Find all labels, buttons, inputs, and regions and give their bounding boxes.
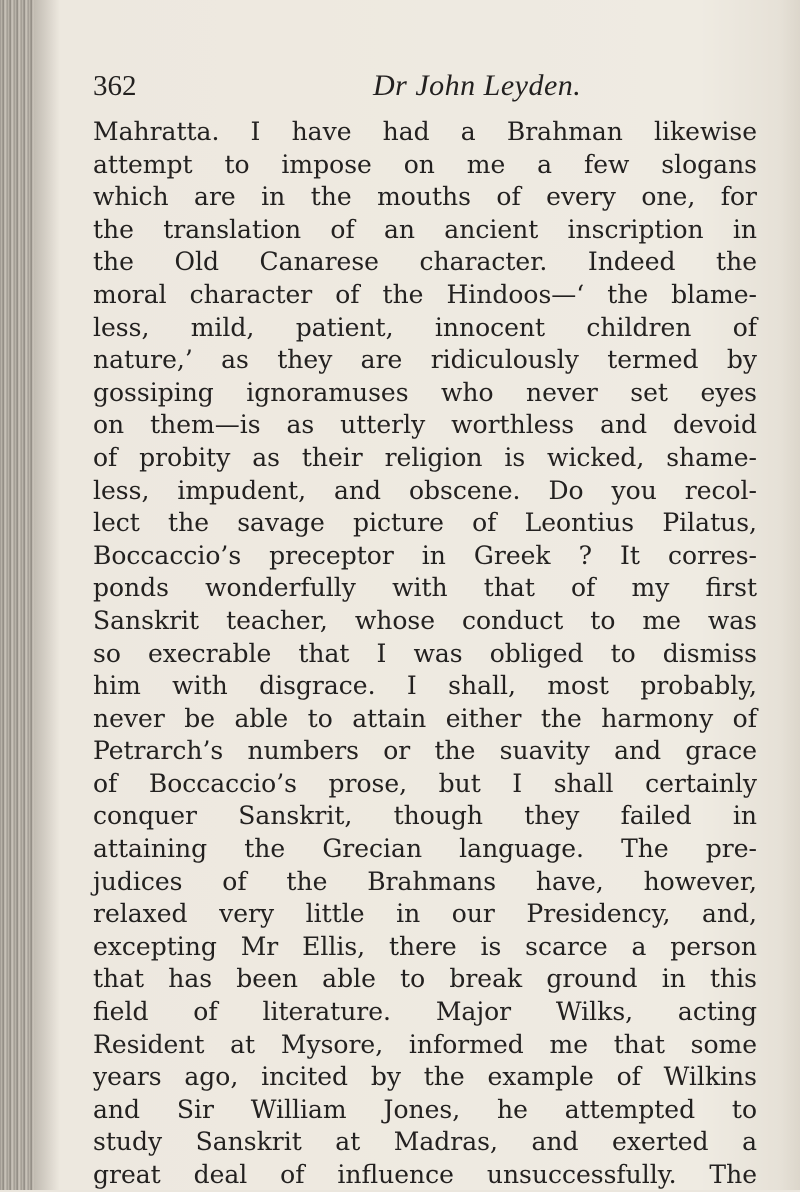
text-line: gossiping ignoramuses who never set eyes [93, 377, 757, 407]
text-line: Resident at Mysore, informed me that some [93, 1029, 757, 1059]
text-line: excepting Mr Ellis, there is scarce a person [93, 931, 757, 961]
text-line: on them—is as utterly worthless and devoid [93, 410, 757, 440]
text-line: Boccaccio’s preceptor in Greek ? It corres- [93, 540, 757, 570]
text-line: relaxed very little in our Presidency, and, [93, 899, 757, 929]
text-line: Sanskrit teacher, whose conduct to me was [93, 605, 757, 635]
text-line: ponds wonderfully with that of my first [93, 573, 757, 603]
text-line: him with disgrace. I shall, most probably, [93, 671, 757, 701]
text-line: great deal of influence unsuccessfully. The [93, 1160, 757, 1189]
page-header [93, 68, 753, 108]
text-line: the Old Canarese character. Indeed the [93, 247, 757, 277]
text-line: which are in the mouths of every one, for [93, 182, 757, 212]
text-line: less, mild, patient, innocent children of [93, 312, 757, 342]
text-line: so execrable that I was obliged to dismiss [93, 638, 757, 668]
text-line: conquer Sanskrit, though they failed in [93, 801, 757, 831]
text-line: less, impudent, and obscene. Do you recol- [93, 475, 757, 505]
text-line: and Sir William Jones, he attempted to [93, 1094, 757, 1124]
text-line: never be able to attain either the harmony of [93, 703, 757, 733]
body-text [93, 116, 757, 1192]
page-number: 362 [93, 70, 137, 102]
text-line: of probity as their religion is wicked, shame- [93, 442, 757, 472]
text-line: nature,’ as they are ridiculously termed by [93, 345, 757, 375]
text-line: field of literature. Major Wilks, acting [93, 997, 757, 1027]
text-line: moral character of the Hindoos—‘ the blame- [93, 279, 757, 309]
text-line: attempt to impose on me a few slogans [93, 149, 757, 179]
text-line: the translation of an ancient inscription in [93, 214, 757, 244]
gutter-shadow [34, 0, 60, 1190]
text-line: that has been able to break ground in this [93, 964, 757, 994]
text-line: study Sanskrit at Madras, and exerted a [93, 1127, 757, 1157]
text-line: judices of the Brahmans have, however, [93, 866, 757, 896]
book-spine-binding [0, 0, 34, 1190]
text-line: lect the savage picture of Leontius Pilatus, [93, 508, 757, 538]
text-line: Mahratta. I have had a Brahman likewise [93, 117, 757, 146]
text-line: Petrarch’s numbers or the suavity and grace [93, 736, 757, 766]
text-line: of Boccaccio’s prose, but I shall certainly [93, 768, 757, 798]
text-line: attaining the Grecian language. The pre- [93, 834, 757, 864]
text-line: years ago, incited by the example of Wilkins [93, 1062, 757, 1092]
running-title: Dr John Leyden. [373, 69, 582, 102]
